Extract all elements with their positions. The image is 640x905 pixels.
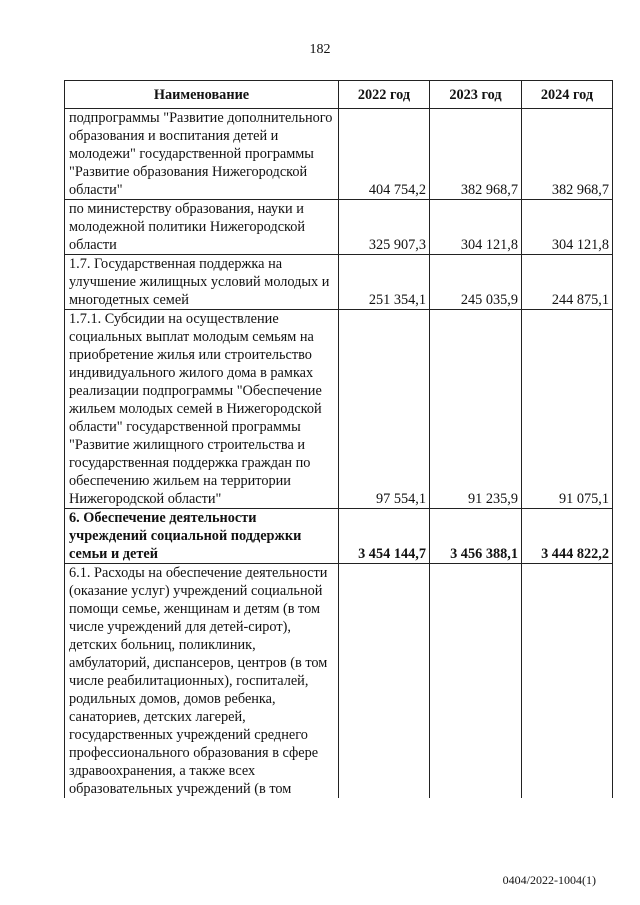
row-value-2023: 304 121,8	[430, 200, 522, 255]
row-value-2024: 3 444 822,2	[522, 509, 613, 564]
row-value-2024: 244 875,1	[522, 255, 613, 310]
page-number: 182	[309, 42, 331, 57]
row-value-2022: 97 554,1	[339, 310, 430, 509]
row-name: по министерству образования, науки и молодежной политики Нижегородской области	[65, 200, 339, 255]
row-value-2024: 382 968,7	[522, 109, 613, 200]
header-2022: 2022 год	[339, 81, 430, 109]
row-name: 1.7.1. Субсидии на осуществление социальных выплат молодым семьям на приобретение жилья или строительство индивидуального жилого дома в рамках реализации подпрограммы "Обеспечение жильем молодых семей в Нижегородской области" государственной программы "Развитие жилищного строительства и государственная поддержка граждан по обеспечению жильем на территории Нижегородской области"	[65, 310, 339, 509]
row-value-2022: 3 454 144,7	[339, 509, 430, 564]
row-value-2022	[339, 564, 430, 799]
table-row	[65, 310, 613, 509]
table-row	[65, 564, 613, 799]
row-value-2022: 404 754,2	[339, 109, 430, 200]
header-2023: 2023 год	[430, 81, 522, 109]
table-row-section	[65, 509, 613, 564]
row-value-2022: 251 354,1	[339, 255, 430, 310]
header-name: Наименование	[65, 81, 339, 109]
header-2024: 2024 год	[522, 81, 613, 109]
row-value-2024: 91 075,1	[522, 310, 613, 509]
row-name: 1.7. Государственная поддержка на улучшение жилищных условий молодых и многодетных семей	[65, 255, 339, 310]
row-value-2023: 91 235,9	[430, 310, 522, 509]
table-row	[65, 109, 613, 200]
table-header-row	[65, 81, 613, 109]
row-value-2023: 382 968,7	[430, 109, 522, 200]
row-value-2023: 3 456 388,1	[430, 509, 522, 564]
row-value-2022: 325 907,3	[339, 200, 430, 255]
row-name: 6.1. Расходы на обеспечение деятельности (оказание услуг) учреждений социальной помощи семье, женщинам и детям (в том числе учреждений для детей-сирот), детских больниц, поликлиник, амбулаторий, диспансеров, центров (в том числе реабилитационных), госпиталей, родильных домов, домов ребенка, санаториев, детских лагерей, государственных учреждений среднего профессионального образования в сфере здравоохранения, а также всех образовательных учреждений (в том	[65, 564, 339, 799]
row-name: подпрограммы "Развитие дополнительного образования и воспитания детей и молодежи" государственной программы "Развитие образования Нижегородской области"	[65, 109, 339, 200]
row-value-2023	[430, 564, 522, 799]
row-name: 6. Обеспечение деятельности учреждений социальной поддержки семьи и детей	[65, 509, 339, 564]
document-code: 0404/2022-1004(1)	[502, 873, 596, 887]
budget-table	[64, 80, 613, 798]
row-value-2023: 245 035,9	[430, 255, 522, 310]
row-value-2024: 304 121,8	[522, 200, 613, 255]
table-row	[65, 200, 613, 255]
row-value-2024	[522, 564, 613, 799]
table-row	[65, 255, 613, 310]
